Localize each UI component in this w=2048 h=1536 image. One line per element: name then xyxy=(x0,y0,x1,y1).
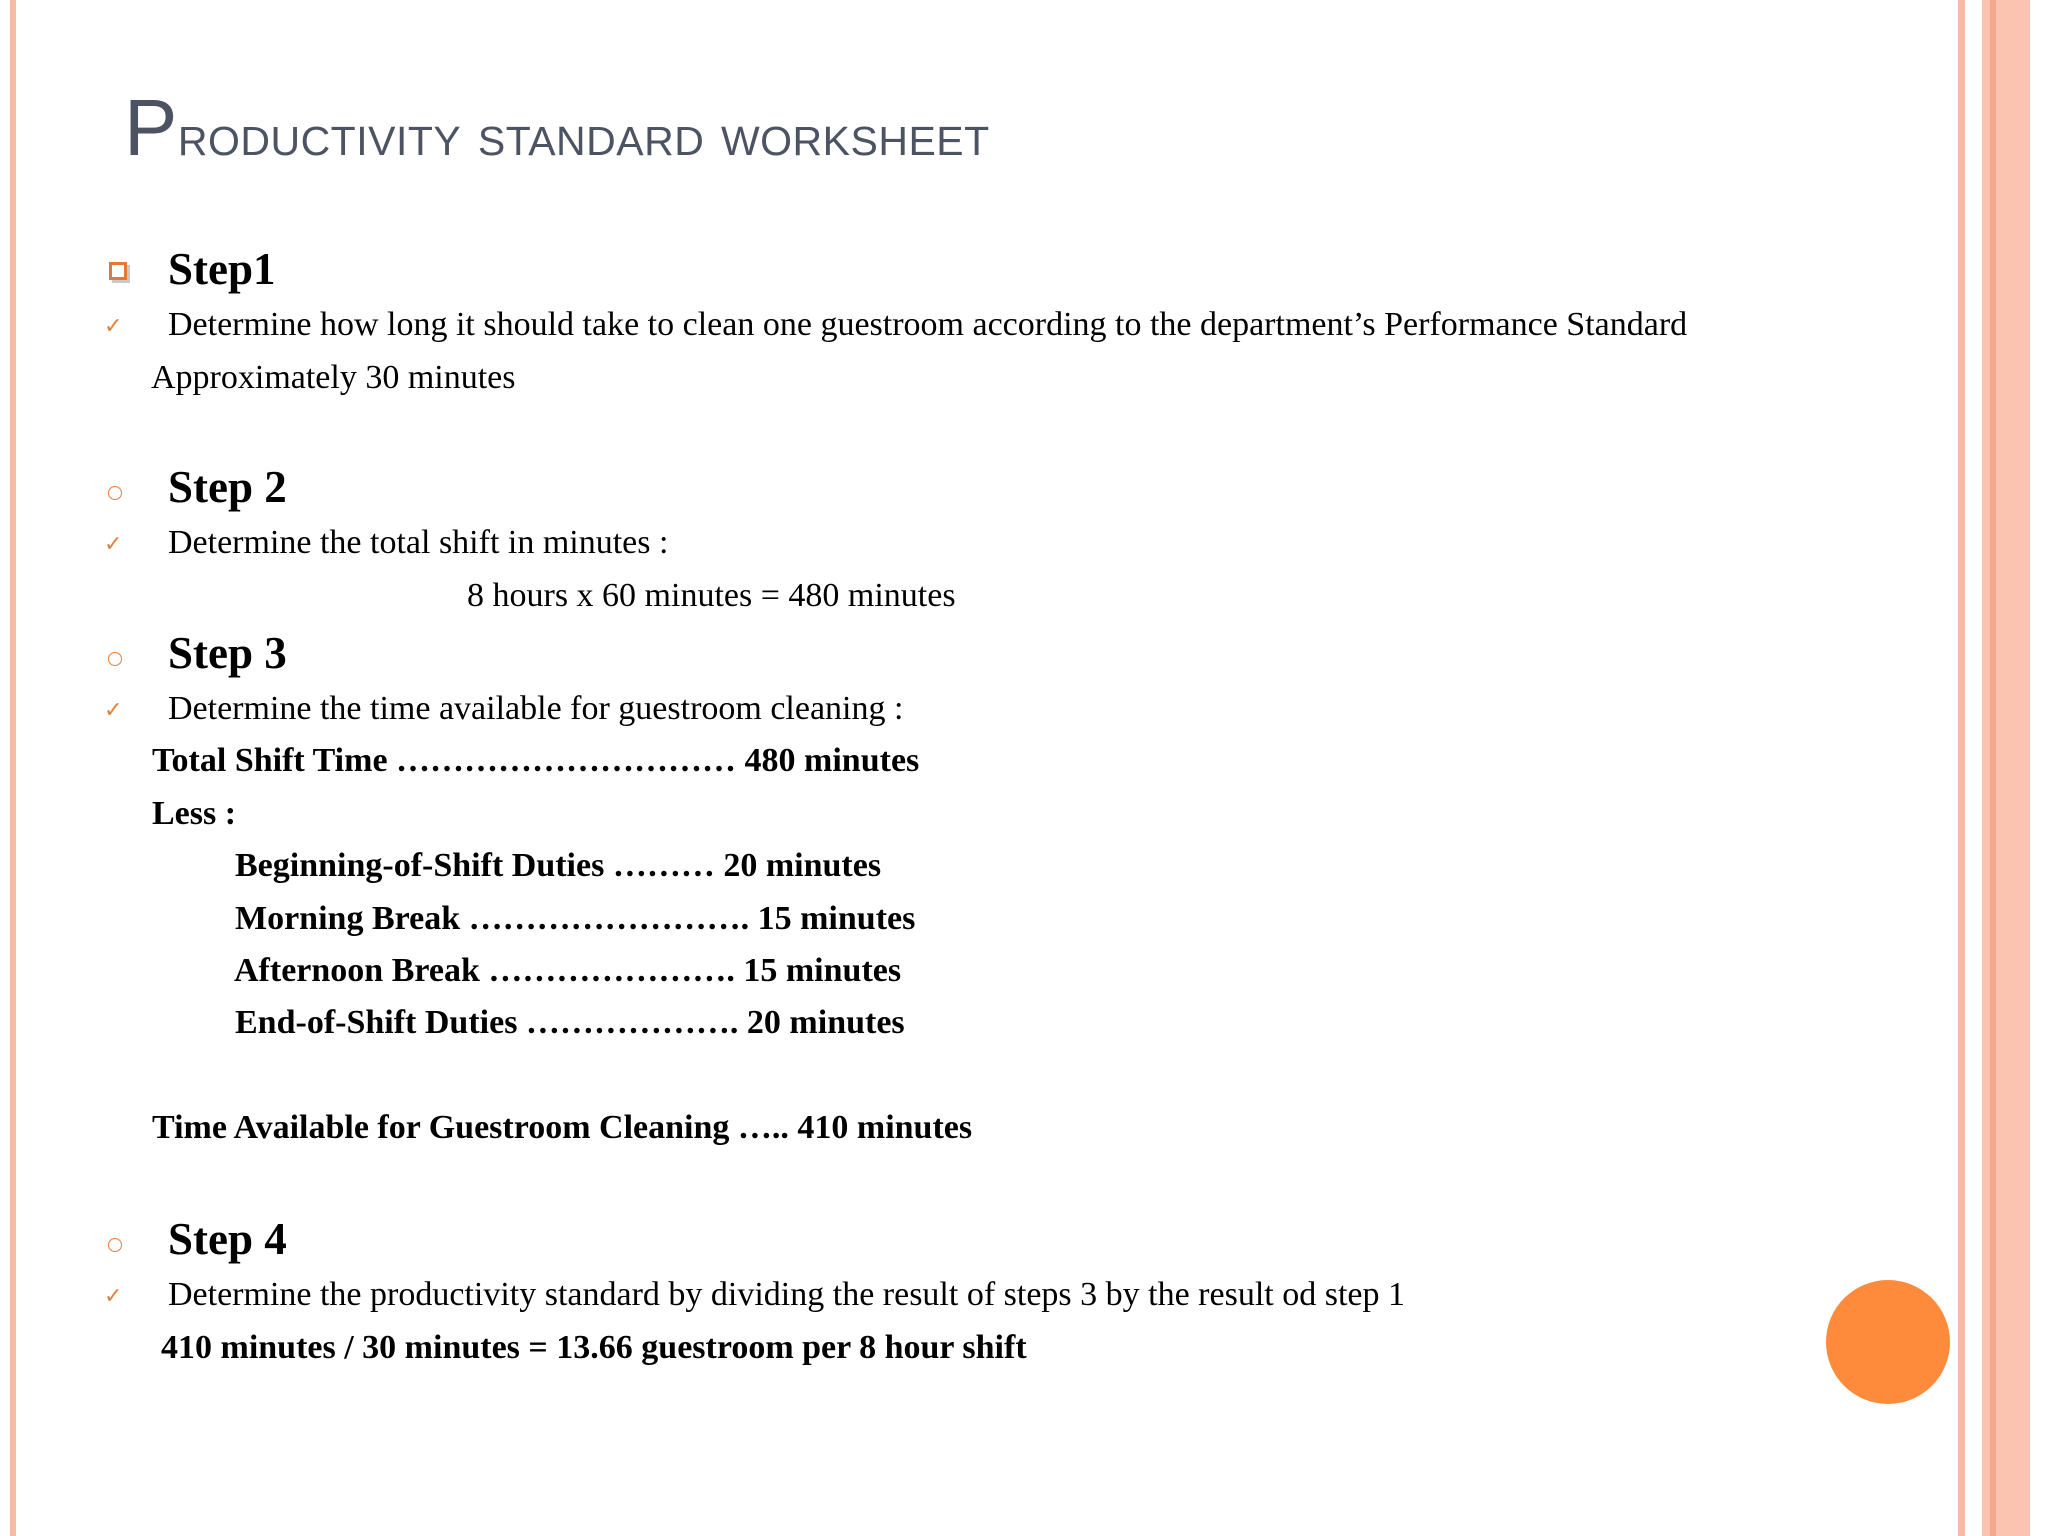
step-2-calculation: 8 hours x 60 minutes = 480 minutes xyxy=(467,577,956,614)
circle-bullet-icon xyxy=(108,1238,122,1252)
title-rest: roductivity standard worksheet xyxy=(177,103,990,168)
checkmark-icon: ✓ xyxy=(104,314,123,339)
deduction-morning-break: Morning Break ……………………. 15 minutes xyxy=(235,900,916,937)
step-3-description: Determine the time available for guestroom cleaning : xyxy=(168,690,904,727)
step-4-heading: Step 4 xyxy=(168,1214,287,1264)
step-2-description: Determine the total shift in minutes : xyxy=(168,524,669,561)
step-1-estimate: Approximately 30 minutes xyxy=(151,359,516,396)
decorative-circle xyxy=(1826,1280,1950,1404)
right-border-stripe-thin xyxy=(1958,0,1965,1536)
title-first-letter: P xyxy=(124,83,178,172)
square-bullet-icon xyxy=(109,262,127,280)
checkmark-icon: ✓ xyxy=(104,698,123,723)
circle-bullet-icon xyxy=(108,486,122,500)
deduction-end-of-shift: End-of-Shift Duties ………………. 20 minutes xyxy=(235,1004,905,1041)
deduction-afternoon-break: Afternoon Break …………………. 15 minutes xyxy=(234,952,902,989)
less-label: Less : xyxy=(152,795,237,832)
step-1-description: Determine how long it should take to clean one guestroom according to the department’s Performance Standard xyxy=(168,306,1688,343)
page-title xyxy=(124,83,990,172)
productivity-result: 410 minutes / 30 minutes = 13.66 guestroom per 8 hour shift xyxy=(161,1329,1027,1366)
step-1-heading: Step1 xyxy=(168,244,276,294)
step-2-heading: Step 2 xyxy=(168,462,287,512)
circle-bullet-icon xyxy=(108,652,122,666)
right-border-stripe-inner xyxy=(1990,0,1996,1536)
checkmark-icon: ✓ xyxy=(104,532,123,557)
deduction-beginning-of-shift: Beginning-of-Shift Duties ……… 20 minutes xyxy=(235,847,882,884)
total-shift-time: Total Shift Time ………………………… 480 minutes xyxy=(152,742,920,779)
left-border-stripe xyxy=(10,0,16,1536)
step-4-description: Determine the productivity standard by dividing the result of steps 3 by the result od step 1 xyxy=(168,1276,1405,1313)
checkmark-icon: ✓ xyxy=(104,1284,123,1309)
step-3-heading: Step 3 xyxy=(168,628,287,678)
time-available: Time Available for Guestroom Cleaning ….. 410 minutes xyxy=(152,1109,973,1146)
